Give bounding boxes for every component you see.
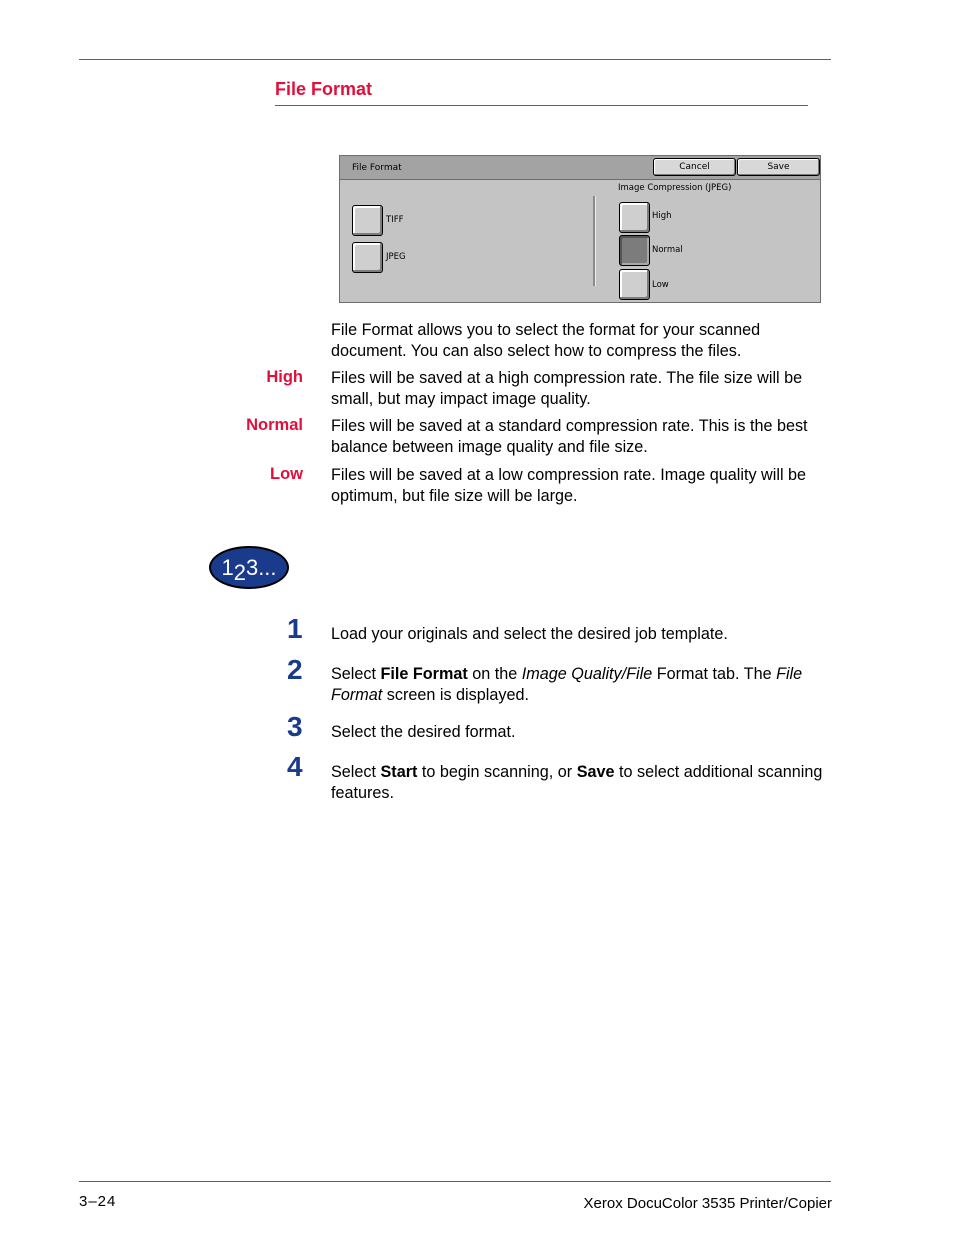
step-3-number: 3 bbox=[287, 711, 303, 742]
section-title-underline bbox=[275, 105, 808, 106]
screen-header bbox=[340, 156, 820, 180]
badge-three: 3... bbox=[245, 555, 277, 580]
screen-title: File Format bbox=[352, 163, 402, 173]
step-3-text: Select the desired format. bbox=[331, 723, 516, 741]
step-1-number: 1 bbox=[287, 613, 303, 644]
step-1-text: Load your originals and select the desired job template. bbox=[331, 625, 728, 643]
compression-group-label: Image Compression (JPEG) bbox=[618, 183, 732, 193]
term-high: High bbox=[266, 368, 303, 386]
header-rule bbox=[79, 59, 831, 60]
low-option-label: Low bbox=[652, 280, 669, 290]
normal-option-label: Normal bbox=[652, 245, 683, 255]
file-format-screen bbox=[339, 155, 821, 303]
tiff-option-label: TIFF bbox=[386, 215, 404, 225]
page-number: 3–24 bbox=[79, 1193, 117, 1210]
definition-high: Files will be saved at a high compression rate. The file size will be small, but may impact image quality. bbox=[331, 369, 803, 408]
high-option-button[interactable] bbox=[619, 202, 650, 233]
step-2-text: Select File Format on the Image Quality/File Format tab. The File Format screen is displayed. bbox=[331, 665, 803, 704]
badge-one: 1 bbox=[221, 555, 234, 580]
jpeg-option-label: JPEG bbox=[386, 252, 406, 262]
save-button[interactable]: Save bbox=[737, 158, 820, 176]
step-4-text: Select Start to begin scanning, or Save to select additional scanning features. bbox=[331, 763, 823, 802]
product-name: Xerox DocuColor 3535 Printer/Copier bbox=[583, 1195, 832, 1212]
screen-divider bbox=[593, 196, 596, 286]
steps-badge-icon bbox=[209, 546, 289, 589]
badge-two: 2 bbox=[233, 560, 246, 585]
intro-paragraph: File Format allows you to select the format for your scanned document. You can also select how to compress the files. bbox=[331, 321, 761, 360]
term-normal: Normal bbox=[246, 416, 303, 434]
step-4-number: 4 bbox=[287, 751, 303, 782]
step-2-number: 2 bbox=[287, 654, 303, 685]
definition-low: Files will be saved at a low compression rate. Image quality will be optimum, but file size will be large. bbox=[331, 466, 807, 505]
footer-rule bbox=[79, 1181, 831, 1182]
section-title: File Format bbox=[275, 79, 373, 99]
low-option-button[interactable] bbox=[619, 269, 650, 300]
tiff-option-button[interactable] bbox=[352, 205, 383, 236]
definition-normal: Files will be saved at a standard compression rate. This is the best balance between image quality and file size. bbox=[331, 417, 808, 456]
jpeg-option-button[interactable] bbox=[352, 242, 383, 273]
normal-option-button[interactable] bbox=[619, 235, 650, 266]
term-low: Low bbox=[270, 465, 303, 483]
high-option-label: High bbox=[652, 211, 672, 221]
cancel-button[interactable]: Cancel bbox=[653, 158, 736, 176]
